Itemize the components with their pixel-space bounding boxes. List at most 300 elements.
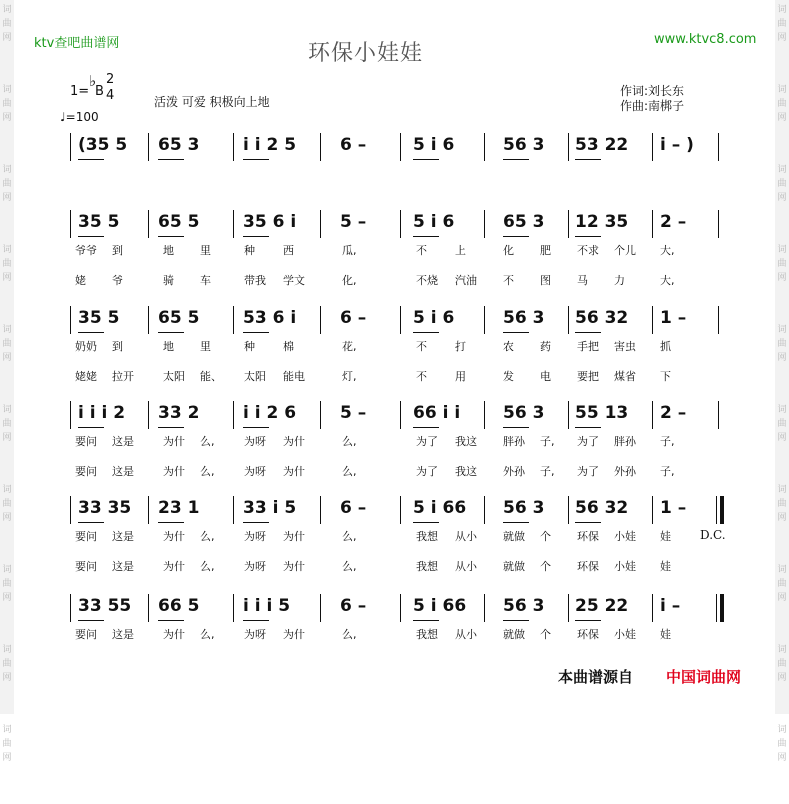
- side-watermark-glyph: 网: [777, 753, 787, 763]
- barline: [568, 210, 569, 238]
- barline: [652, 594, 653, 622]
- lyric-line-1: 为呀: [244, 628, 266, 641]
- lyric-line-2: 要把: [577, 370, 599, 383]
- lyric-line-2: 我想: [416, 560, 438, 573]
- measure-notes: 35 5: [78, 308, 120, 328]
- side-watermark-glyph: 网: [2, 353, 12, 363]
- lyric-line-1: 到: [112, 340, 123, 353]
- side-watermark-glyph: 词: [777, 5, 787, 15]
- key-signature: [70, 72, 130, 108]
- barline: [718, 133, 719, 161]
- lyric-line-1: 奶奶: [75, 340, 97, 353]
- side-watermark-glyph: 曲: [2, 419, 12, 429]
- barline: [568, 496, 569, 524]
- lyric-line-1: 胖孙: [503, 435, 525, 448]
- side-watermark-glyph: 词: [777, 485, 787, 495]
- beam-line: [243, 620, 269, 621]
- barline: [400, 594, 401, 622]
- measure-notes: 5 i 66: [413, 596, 467, 616]
- lyric-line-1: 要问: [75, 435, 97, 448]
- lyric-line-2: 不: [416, 370, 427, 383]
- barline: [233, 210, 234, 238]
- barline: [568, 401, 569, 429]
- beam-line: [413, 332, 439, 333]
- lyric-line-1: 个儿: [614, 244, 636, 257]
- beam-line: [158, 620, 184, 621]
- lyric-line-1: 从小: [455, 530, 477, 543]
- beam-line: [78, 332, 104, 333]
- measure-notes: 65 5: [158, 212, 200, 232]
- lyric-line-1: 不求: [577, 244, 599, 257]
- lyric-line-2: 为什: [163, 560, 185, 573]
- lyric-line-1: 里: [200, 340, 211, 353]
- measure-notes: 33 i 5: [243, 498, 297, 518]
- beam-line: [413, 159, 439, 160]
- lyric-line-1: 大,: [660, 244, 675, 257]
- lyric-line-1: 环保: [577, 628, 599, 641]
- barline: [484, 594, 485, 622]
- side-watermark-glyph: 词: [2, 85, 12, 95]
- lyric-line-2: 娃: [660, 560, 671, 573]
- side-watermark-glyph: 词: [777, 565, 787, 575]
- beam-line: [413, 236, 439, 237]
- beam-line: [413, 427, 439, 428]
- measure-notes: 66 i i: [413, 403, 461, 423]
- lyric-line-2: 外孙: [503, 465, 525, 478]
- beam-line: [78, 427, 104, 428]
- side-watermark-glyph: 词: [2, 645, 12, 655]
- lyric-line-2: 拉开: [112, 370, 134, 383]
- side-watermark-glyph: 网: [2, 273, 12, 283]
- side-watermark-glyph: 曲: [777, 339, 787, 349]
- lyric-line-1: 种: [244, 244, 255, 257]
- measure-notes: 12 35: [575, 212, 629, 232]
- barline: [652, 133, 653, 161]
- measure-notes: 23 1: [158, 498, 200, 518]
- measure-notes: 53 22: [575, 135, 629, 155]
- measure-notes: 56 3: [503, 498, 545, 518]
- measure-notes: 55 13: [575, 403, 629, 423]
- lyric-line-1: 为什: [163, 628, 185, 641]
- side-watermark-glyph: 曲: [2, 339, 12, 349]
- beam-line: [575, 159, 601, 160]
- measure-notes: 66 5: [158, 596, 200, 616]
- barline: [400, 496, 401, 524]
- barline: [400, 210, 401, 238]
- side-watermark-glyph: 网: [2, 673, 12, 683]
- lyric-line-1: 瓜,: [342, 244, 357, 257]
- lyric-line-1: 这是: [112, 435, 134, 448]
- side-watermark-glyph: 曲: [2, 99, 12, 109]
- barline: [233, 496, 234, 524]
- lyric-line-1: 为什: [283, 435, 305, 448]
- lyric-line-1: 么,: [342, 530, 357, 543]
- measure-notes: 35 5: [78, 212, 120, 232]
- measure-notes: 2 –: [660, 403, 687, 423]
- lyric-line-2: 发: [503, 370, 514, 383]
- lyric-line-2: 力: [614, 274, 625, 287]
- lyric-line-1: 药: [540, 340, 551, 353]
- dc-marker: D.C.: [700, 528, 726, 542]
- lyric-line-2: 车: [200, 274, 211, 287]
- beam-line: [158, 332, 184, 333]
- barline: [716, 594, 717, 622]
- barline: [716, 496, 717, 524]
- side-watermark-glyph: 曲: [2, 579, 12, 589]
- barline: [320, 210, 321, 238]
- barline: [652, 306, 653, 334]
- barline: [652, 401, 653, 429]
- lyric-line-1: 么,: [342, 435, 357, 448]
- beam-line: [78, 620, 104, 621]
- lyric-line-2: 灯,: [342, 370, 357, 383]
- side-watermark-glyph: 网: [2, 753, 12, 763]
- measure-notes: 56 32: [575, 498, 629, 518]
- side-watermark-glyph: 网: [777, 113, 787, 123]
- lyric-line-2: 汽油: [455, 274, 477, 287]
- lyric-line-2: 姥姥: [75, 370, 97, 383]
- measure-notes: 5 i 6: [413, 308, 455, 328]
- quarter-note-icon: ♩: [60, 110, 66, 124]
- side-watermark-glyph: 网: [777, 673, 787, 683]
- beam-line: [503, 159, 529, 160]
- lyric-line-1: 个: [540, 530, 551, 543]
- beam-line: [158, 236, 184, 237]
- lyric-line-2: 子,: [540, 465, 555, 478]
- side-watermark-glyph: 词: [2, 165, 12, 175]
- lyric-line-2: 小娃: [614, 560, 636, 573]
- side-watermark-glyph: 词: [2, 725, 12, 735]
- lyric-line-1: 子,: [540, 435, 555, 448]
- lyric-line-1: 化: [503, 244, 514, 257]
- side-watermark-glyph: 曲: [2, 259, 12, 269]
- side-watermark-glyph: 网: [2, 513, 12, 523]
- beam-line: [575, 332, 601, 333]
- composer: 作曲:南梆子: [620, 99, 685, 113]
- footer-label: 本曲谱源自: [558, 668, 634, 686]
- side-watermark-glyph: 曲: [777, 19, 787, 29]
- lyric-line-1: 么,: [200, 435, 215, 448]
- lyric-line-2: 太阳: [244, 370, 266, 383]
- lyric-line-1: 不: [416, 244, 427, 257]
- lyric-line-1: 子,: [660, 435, 675, 448]
- lyric-line-2: 姥: [75, 274, 86, 287]
- beam-line: [503, 427, 529, 428]
- lyric-line-2: 外孙: [614, 465, 636, 478]
- side-watermark-glyph: 词: [777, 645, 787, 655]
- side-watermark-glyph: 词: [777, 245, 787, 255]
- lyric-line-1: 抓: [660, 340, 671, 353]
- measure-notes: 53 6 i: [243, 308, 297, 328]
- measure-notes: 5 i 6: [413, 135, 455, 155]
- barline: [320, 306, 321, 334]
- lyric-line-1: 要问: [75, 628, 97, 641]
- lyric-line-2: 为什: [283, 560, 305, 573]
- lyric-line-1: 里: [200, 244, 211, 257]
- side-watermark-glyph: 网: [2, 113, 12, 123]
- lyric-line-2: 从小: [455, 560, 477, 573]
- lyric-line-2: 能电: [283, 370, 305, 383]
- barline: [148, 401, 149, 429]
- lyric-line-2: 太阳: [163, 370, 185, 383]
- beam-line: [243, 522, 269, 523]
- barline: [484, 306, 485, 334]
- final-barline: [720, 496, 724, 524]
- side-watermark-glyph: 曲: [777, 739, 787, 749]
- measure-notes: 5 –: [340, 212, 367, 232]
- lyric-line-2: 电: [540, 370, 551, 383]
- lyric-line-2: 我这: [455, 465, 477, 478]
- barline: [320, 133, 321, 161]
- measure-notes: 56 3: [503, 308, 545, 328]
- lyric-line-1: 这是: [112, 628, 134, 641]
- barline: [718, 210, 719, 238]
- beam-line: [158, 159, 184, 160]
- lyric-line-2: 带我: [244, 274, 266, 287]
- side-watermark-glyph: 曲: [2, 19, 12, 29]
- lyric-line-2: 下: [660, 370, 671, 383]
- beam-line: [503, 522, 529, 523]
- lyric-line-1: 为什: [163, 530, 185, 543]
- lyric-line-2: 个: [540, 560, 551, 573]
- side-watermark-glyph: 词: [777, 725, 787, 735]
- footer-site: 中国词曲网: [666, 668, 742, 686]
- lyric-line-1: 为什: [283, 628, 305, 641]
- side-watermark-glyph: 网: [2, 593, 12, 603]
- lyric-line-2: 化,: [342, 274, 357, 287]
- beam-line: [575, 620, 601, 621]
- lyric-line-1: 就做: [503, 530, 525, 543]
- lyric-line-1: 为什: [163, 435, 185, 448]
- side-watermark-glyph: 曲: [777, 579, 787, 589]
- side-watermark-glyph: 网: [2, 433, 12, 443]
- lyric-line-1: 到: [112, 244, 123, 257]
- beam-line: [243, 236, 269, 237]
- tempo: [60, 110, 99, 124]
- barline: [568, 306, 569, 334]
- beam-line: [78, 236, 104, 237]
- side-watermark-glyph: 曲: [2, 739, 12, 749]
- barline: [70, 594, 71, 622]
- measure-notes: i i 2 6: [243, 403, 297, 423]
- measure-notes: (35 5: [78, 135, 128, 155]
- watermark-left: ktv查吧曲谱网: [34, 36, 120, 51]
- lyric-line-1: 种: [244, 340, 255, 353]
- measure-notes: i – ): [660, 135, 694, 155]
- final-barline: [720, 594, 724, 622]
- measure-notes: 1 –: [660, 498, 687, 518]
- side-watermark-glyph: 曲: [2, 659, 12, 669]
- side-watermark-left: [0, 0, 14, 763]
- lyric-line-2: 大,: [660, 274, 675, 287]
- measure-notes: 33 2: [158, 403, 200, 423]
- lyric-line-1: 娃: [660, 628, 671, 641]
- lyric-line-2: 么,: [200, 560, 215, 573]
- lyric-line-1: 为了: [577, 435, 599, 448]
- lyric-line-2: 这是: [112, 560, 134, 573]
- measure-notes: 56 3: [503, 403, 545, 423]
- barline: [320, 496, 321, 524]
- lyric-line-2: 不: [503, 274, 514, 287]
- side-watermark-glyph: 词: [777, 165, 787, 175]
- side-watermark-glyph: 网: [777, 193, 787, 203]
- side-watermark-glyph: 网: [777, 353, 787, 363]
- measure-notes: 2 –: [660, 212, 687, 232]
- measure-notes: 6 –: [340, 498, 367, 518]
- measure-notes: i i 2 5: [243, 135, 297, 155]
- barline: [320, 401, 321, 429]
- lyric-line-2: 么,: [342, 465, 357, 478]
- lyric-line-1: 我想: [416, 628, 438, 641]
- barline: [484, 210, 485, 238]
- side-watermark-glyph: 词: [777, 405, 787, 415]
- lyric-line-1: 胖孙: [614, 435, 636, 448]
- lyric-line-2: 为什: [163, 465, 185, 478]
- measure-notes: 33 55: [78, 596, 132, 616]
- side-watermark-glyph: 词: [2, 5, 12, 15]
- beam-line: [243, 427, 269, 428]
- side-watermark-glyph: 网: [2, 193, 12, 203]
- side-watermark-glyph: 网: [2, 33, 12, 43]
- beam-line: [575, 236, 601, 237]
- side-watermark-glyph: 曲: [2, 499, 12, 509]
- lyric-line-2: 为呀: [244, 560, 266, 573]
- barline: [148, 306, 149, 334]
- side-watermark-glyph: 词: [777, 325, 787, 335]
- barline: [400, 306, 401, 334]
- barline: [400, 133, 401, 161]
- lyricist: 作词:刘长东: [620, 84, 685, 98]
- barline: [484, 401, 485, 429]
- side-watermark-glyph: 网: [777, 513, 787, 523]
- side-watermark-glyph: 网: [777, 593, 787, 603]
- lyric-line-1: 害虫: [614, 340, 636, 353]
- key-note: B: [95, 84, 104, 99]
- barline: [148, 594, 149, 622]
- beam-line: [78, 159, 104, 160]
- lyric-line-1: 西: [283, 244, 294, 257]
- lyric-line-1: 这是: [112, 530, 134, 543]
- page-title: 环保小娃娃: [308, 41, 424, 66]
- lyric-line-2: 图: [540, 274, 551, 287]
- beam-line: [575, 522, 601, 523]
- lyric-line-1: 从小: [455, 628, 477, 641]
- lyric-line-1: 小娃: [614, 530, 636, 543]
- side-watermark-glyph: 曲: [777, 659, 787, 669]
- lyric-line-2: 么,: [342, 560, 357, 573]
- side-watermark-glyph: 曲: [777, 99, 787, 109]
- lyric-line-1: 么,: [200, 530, 215, 543]
- barline: [718, 306, 719, 334]
- lyric-line-1: 个: [540, 628, 551, 641]
- lyric-line-2: 为了: [577, 465, 599, 478]
- lyric-line-1: 手把: [577, 340, 599, 353]
- lyric-line-1: 就做: [503, 628, 525, 641]
- lyric-line-2: 这是: [112, 465, 134, 478]
- lyric-line-1: 肥: [540, 244, 551, 257]
- side-watermark-right: [775, 0, 789, 763]
- side-watermark-glyph: 曲: [777, 259, 787, 269]
- lyric-line-2: 用: [455, 370, 466, 383]
- lyric-line-2: 骑: [163, 274, 174, 287]
- lyric-line-1: 娃: [660, 530, 671, 543]
- barline: [70, 496, 71, 524]
- side-watermark-glyph: 词: [2, 485, 12, 495]
- side-watermark-glyph: 词: [777, 85, 787, 95]
- lyric-line-2: 爷: [112, 274, 123, 287]
- barline: [400, 401, 401, 429]
- expression: 活泼 可爱 积极向上地: [154, 95, 270, 109]
- side-watermark-glyph: 词: [2, 245, 12, 255]
- lyric-line-2: 学文: [283, 274, 305, 287]
- beam-line: [503, 236, 529, 237]
- barline: [233, 401, 234, 429]
- time-denominator: 4: [106, 88, 115, 103]
- beam-line: [158, 522, 184, 523]
- beam-line: [413, 620, 439, 621]
- barline: [70, 133, 71, 161]
- measure-notes: i –: [660, 596, 681, 616]
- lyric-line-1: 我想: [416, 530, 438, 543]
- barline: [718, 401, 719, 429]
- barline: [70, 306, 71, 334]
- side-watermark-glyph: 词: [2, 325, 12, 335]
- lyric-line-1: 棉: [283, 340, 294, 353]
- lyric-line-2: 环保: [577, 560, 599, 573]
- barline: [568, 133, 569, 161]
- lyric-line-2: 要问: [75, 560, 97, 573]
- side-watermark-glyph: 曲: [777, 499, 787, 509]
- lyric-line-2: 要问: [75, 465, 97, 478]
- measure-notes: 65 3: [158, 135, 200, 155]
- beam-line: [503, 332, 529, 333]
- lyric-line-1: 小娃: [614, 628, 636, 641]
- measure-notes: 25 22: [575, 596, 629, 616]
- lyric-line-2: 为了: [416, 465, 438, 478]
- beam-line: [158, 427, 184, 428]
- measure-notes: 56 3: [503, 135, 545, 155]
- barline: [233, 594, 234, 622]
- measure-notes: 65 5: [158, 308, 200, 328]
- lyric-line-1: 要问: [75, 530, 97, 543]
- barline: [484, 496, 485, 524]
- barline: [148, 210, 149, 238]
- flat-sign: ♭: [89, 72, 97, 90]
- measure-notes: 6 –: [340, 135, 367, 155]
- barline: [652, 496, 653, 524]
- lyric-line-1: 爷爷: [75, 244, 97, 257]
- lyric-line-2: 子,: [660, 465, 675, 478]
- lyric-line-1: 为了: [416, 435, 438, 448]
- measure-notes: 33 35: [78, 498, 132, 518]
- lyric-line-2: 马: [577, 274, 588, 287]
- barline: [233, 306, 234, 334]
- measure-notes: 6 –: [340, 596, 367, 616]
- measure-notes: 65 3: [503, 212, 545, 232]
- barline: [70, 210, 71, 238]
- lyric-line-1: 么,: [200, 628, 215, 641]
- beam-line: [575, 427, 601, 428]
- measure-notes: i i i 5: [243, 596, 291, 616]
- lyric-line-1: 为什: [283, 530, 305, 543]
- barline: [652, 210, 653, 238]
- side-watermark-glyph: 词: [2, 405, 12, 415]
- tempo-value: =100: [65, 110, 99, 124]
- lyric-line-1: 地: [163, 244, 174, 257]
- lyric-line-2: 能、: [200, 370, 222, 383]
- side-watermark-glyph: 网: [777, 273, 787, 283]
- lyric-line-1: 农: [503, 340, 514, 353]
